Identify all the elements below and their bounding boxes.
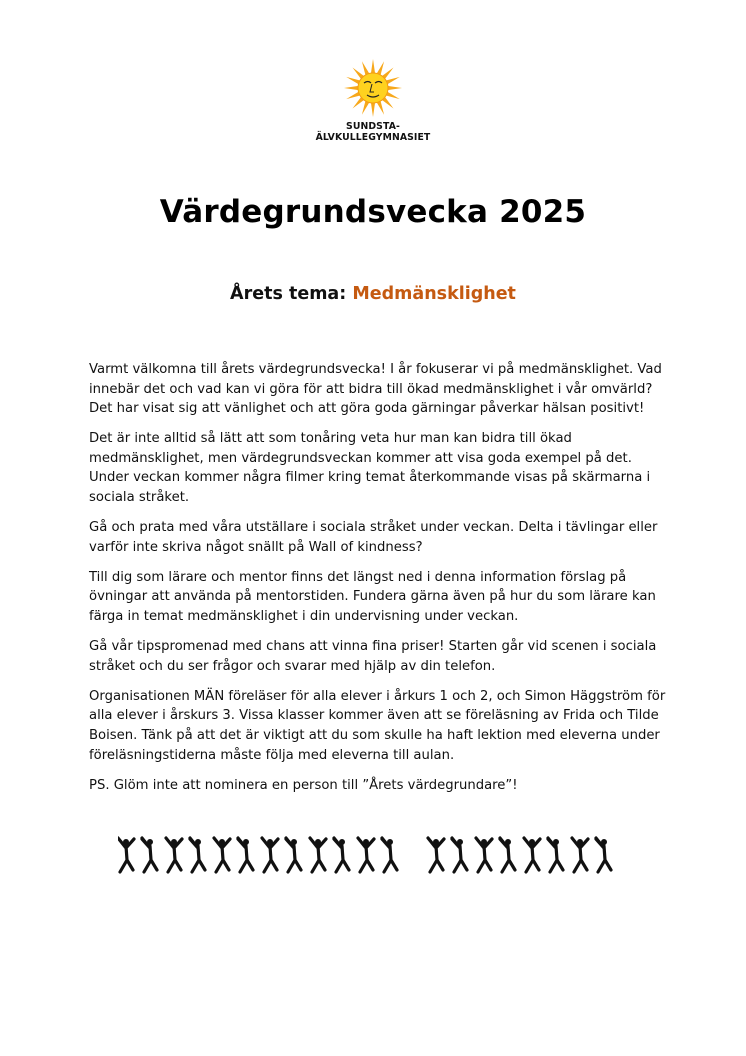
paragraph: Gå och prata med våra utställare i sociala stråket under veckan. Delta i tävlingar eller varför inte skriva något snällt på Wall of kindness? bbox=[89, 520, 658, 555]
jumping-person-icon bbox=[142, 838, 157, 872]
jumping-person-icon bbox=[334, 838, 349, 872]
sun-ray bbox=[387, 86, 402, 90]
jumping-person-icon bbox=[118, 838, 134, 872]
body-text bbox=[89, 360, 669, 806]
jumping-person-icon bbox=[262, 838, 278, 872]
jumping-person-icon bbox=[190, 838, 205, 872]
paragraph: Organisationen MÄN föreläser för alla elever i årkurs 1 och 2, och Simon Häggström för alla elever i årskurs 3. Vissa klasser kommer även att se föreläsning av Frida och Tilde Boisen. Tänk på att det är viktigt att du som skulle ha haft lektion med eleverna under föreläsningstiderna måste följa med eleverna till aulan. bbox=[89, 688, 666, 763]
school-logo bbox=[300, 58, 446, 143]
jumping-person-icon bbox=[310, 838, 326, 872]
theme-value: Medmänsklighet bbox=[352, 284, 516, 304]
paragraph: PS. Glöm inte att nominera en person till ”Årets värdegrundare”! bbox=[89, 777, 518, 793]
theme-label: Årets tema: bbox=[230, 284, 347, 304]
paragraph: Varmt välkomna till årets värdegrundsvecka! I år fokuserar vi på medmänsklighet. Vad innebär det och vad kan vi göra för att bidra till ökad medmänsklighet i vår omvärld? Det har visat sig att vänlighet och att göra goda gärningar påverkar hälsan positivt! bbox=[89, 362, 662, 417]
jumping-person-icon bbox=[548, 838, 563, 872]
theme-heading bbox=[0, 284, 746, 304]
jumping-person-icon bbox=[214, 838, 230, 872]
paragraph: Gå vår tipspromenad med chans att vinna fina priser! Starten går vid scenen i sociala stråket och du ser frågor och svarar med hjälp av din telefon. bbox=[89, 639, 657, 674]
sun-ray bbox=[371, 102, 375, 117]
jumping-person-icon bbox=[452, 838, 467, 872]
logo-line-2: ÄLVKULLEGYMNASIET bbox=[315, 131, 431, 143]
jumping-person-icon bbox=[524, 838, 540, 872]
logo-text bbox=[300, 122, 446, 143]
jumping-person-icon bbox=[476, 838, 492, 872]
jumping-people-illustration bbox=[118, 836, 638, 876]
jumping-person-icon bbox=[286, 838, 301, 872]
jumping-person-icon bbox=[238, 838, 253, 872]
jumping-person-icon bbox=[358, 838, 374, 872]
jumping-person-icon bbox=[166, 838, 182, 872]
jumping-person-icon bbox=[500, 838, 515, 872]
sun-ray bbox=[344, 86, 359, 90]
sun-face-icon bbox=[343, 58, 403, 118]
page-title: Värdegrundsvecka 2025 bbox=[159, 194, 587, 230]
jumping-person-icon bbox=[596, 838, 611, 872]
sun-ray bbox=[371, 59, 375, 74]
jumping-person-icon bbox=[382, 838, 397, 872]
paragraph: Till dig som lärare och mentor finns det längst ned i denna information förslag på övningar att använda på mentorstiden. Fundera gärna även på hur du som lärare kan färga in temat medmänsklighet i din undervisning under veckan. bbox=[89, 569, 656, 625]
jumping-person-icon bbox=[428, 838, 444, 872]
jumping-person-icon bbox=[572, 838, 588, 872]
paragraph: Det är inte alltid så lätt att som tonåring veta hur man kan bidra till ökad medmänsklighet, men värdegrundsveckan kommer att visa goda exempel på det. Under veckan kommer några filmer kring temat återkommande visas på skärmarna i sociala stråket. bbox=[89, 431, 651, 506]
logo-line-1: SUNDSTA- bbox=[346, 121, 400, 132]
